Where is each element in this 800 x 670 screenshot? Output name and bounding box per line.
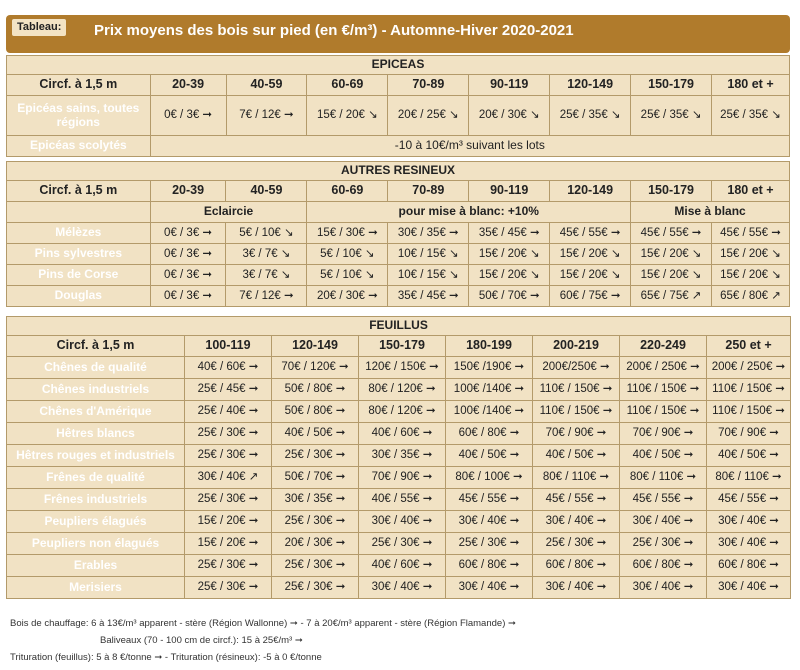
- row-label: Peupliers élagués: [7, 511, 185, 533]
- price-cell: 30€ / 40€ ➞: [707, 577, 791, 599]
- group-eclaircie: Eclaircie: [150, 202, 307, 223]
- table-row: [7, 423, 791, 445]
- row-label: Erables: [7, 555, 185, 577]
- table-row: [7, 244, 790, 265]
- price-cell: 40€ / 50€ ➞: [707, 445, 791, 467]
- price-cell: 15€ / 20€ ↘: [550, 244, 631, 265]
- price-cell: 15€ / 20€ ↘: [469, 244, 550, 265]
- price-cell: 10€ / 15€ ↘: [388, 244, 469, 265]
- price-cell: 20€ / 30€ ↘: [469, 96, 550, 136]
- section-title: EPICEAS: [7, 56, 790, 75]
- table-row: [7, 401, 791, 423]
- table-row: [7, 445, 791, 467]
- column-header: 70-89: [388, 181, 469, 202]
- price-cell: 30€ / 35€ ➞: [388, 223, 469, 244]
- price-cell: 50€ / 70€ ➞: [469, 286, 550, 307]
- price-cell: 30€ / 40€ ➞: [707, 533, 791, 555]
- price-cell: 30€ / 40€ ➞: [620, 577, 707, 599]
- column-header: 250 et +: [707, 336, 791, 357]
- price-cell: 15€ / 20€ ↘: [631, 265, 712, 286]
- table-row: [7, 555, 791, 577]
- table-row: [7, 511, 791, 533]
- price-cell: 0€ / 3€ ➞: [150, 96, 226, 136]
- table-row: [7, 265, 790, 286]
- price-cell: 20€ / 25€ ↘: [388, 96, 469, 136]
- row-label: Peupliers non élagués: [7, 533, 185, 555]
- price-cell: 15€ / 20€ ➞: [185, 511, 272, 533]
- price-cell: 50€ / 80€ ➞: [272, 379, 359, 401]
- price-cell: 15€ / 20€ ↘: [631, 244, 712, 265]
- table-row: [7, 379, 791, 401]
- price-cell: 70€ / 120€ ➞: [272, 357, 359, 379]
- resineux-table: [6, 161, 790, 307]
- blank-cell: [7, 202, 151, 223]
- price-cell: 45€ / 55€ ➞: [620, 489, 707, 511]
- price-cell: 80€ / 120€ ➞: [359, 379, 446, 401]
- price-cell: 25€ / 30€ ➞: [533, 533, 620, 555]
- row-label: Epicéas scolytés: [7, 136, 151, 157]
- price-cell: 40€ / 50€ ➞: [272, 423, 359, 445]
- table-tag: Tableau:: [12, 19, 66, 36]
- price-cell: 15€ / 30€ ➞: [307, 223, 388, 244]
- column-header: 70-89: [388, 75, 469, 96]
- footnote-baliveaux: Baliveaux (70 - 100 cm de circf.): 15 à 25€/m³ ➞: [100, 635, 303, 646]
- column-header: 180-199: [446, 336, 533, 357]
- price-cell: 35€ / 45€ ➞: [388, 286, 469, 307]
- price-cell: 30€ / 40€ ➞: [446, 511, 533, 533]
- price-cell: 15€ / 20€ ↘: [712, 244, 790, 265]
- row-label: Merisiers: [7, 577, 185, 599]
- price-cell: 15€ / 20€ ➞: [185, 533, 272, 555]
- price-cell: 100€ /140€ ➞: [446, 379, 533, 401]
- column-header: 120-149: [272, 336, 359, 357]
- feuillus-table: [6, 316, 791, 599]
- column-header: 180 et +: [712, 75, 790, 96]
- table-row: [7, 286, 790, 307]
- price-cell: 30€ / 35€ ➞: [359, 445, 446, 467]
- price-cell: 15€ / 20€ ↘: [469, 265, 550, 286]
- price-cell: 25€ / 35€ ↘: [712, 96, 790, 136]
- price-cell: 25€ / 35€ ↘: [550, 96, 631, 136]
- price-cell: 25€ / 30€ ➞: [185, 489, 272, 511]
- price-cell: 60€ / 80€ ➞: [446, 555, 533, 577]
- price-cell: 200€ / 250€ ➞: [620, 357, 707, 379]
- column-header: 150-179: [631, 181, 712, 202]
- column-header: 90-119: [469, 181, 550, 202]
- column-header: 90-119: [469, 75, 550, 96]
- price-cell: 45€ / 55€ ➞: [707, 489, 791, 511]
- price-cell: 200€/250€ ➞: [533, 357, 620, 379]
- price-cell: 15€ / 20€ ↘: [550, 265, 631, 286]
- epiceas-table: [6, 55, 790, 157]
- price-cell: 65€ / 80€ ↗: [712, 286, 790, 307]
- section-title: FEUILLUS: [7, 317, 791, 336]
- price-cell: 0€ / 3€ ➞: [150, 223, 226, 244]
- price-cell: 150€ /190€ ➞: [446, 357, 533, 379]
- column-header: 100-119: [185, 336, 272, 357]
- price-cell: 70€ / 90€ ➞: [620, 423, 707, 445]
- price-cell: 0€ / 3€ ➞: [150, 244, 226, 265]
- price-cell: 25€ / 30€ ➞: [446, 533, 533, 555]
- price-cell: 25€ / 30€ ➞: [620, 533, 707, 555]
- column-header: 120-149: [550, 181, 631, 202]
- price-cell: 25€ / 30€ ➞: [185, 445, 272, 467]
- price-cell: 25€ / 30€ ➞: [185, 423, 272, 445]
- price-cell: 45€ / 55€ ➞: [631, 223, 712, 244]
- price-cell: 70€ / 90€ ➞: [707, 423, 791, 445]
- price-cell: 30€ / 40€ ➞: [446, 577, 533, 599]
- price-cell: 40€ / 50€ ➞: [533, 445, 620, 467]
- price-cell: 60€ / 75€ ➞: [550, 286, 631, 307]
- column-header: 120-149: [550, 75, 631, 96]
- circumference-header: Circf. à 1,5 m: [7, 336, 185, 357]
- price-cell: 25€ / 45€ ➞: [185, 379, 272, 401]
- column-header: 150-179: [359, 336, 446, 357]
- price-cell: 30€ / 40€ ➞: [533, 511, 620, 533]
- column-header: 60-69: [307, 75, 388, 96]
- price-cell: 0€ / 3€ ➞: [150, 286, 226, 307]
- table-row: [7, 96, 790, 136]
- price-cell: 60€ / 80€ ➞: [446, 423, 533, 445]
- row-label: Frênes industriels: [7, 489, 185, 511]
- row-label: Frênes de qualité: [7, 467, 185, 489]
- row-label: Douglas: [7, 286, 151, 307]
- price-cell: 15€ / 20€ ↘: [712, 265, 790, 286]
- price-cell: 110€ / 150€ ➞: [620, 401, 707, 423]
- price-cell: 30€ / 40€ ↗: [185, 467, 272, 489]
- price-cell: 30€ / 40€ ➞: [359, 577, 446, 599]
- price-cell: 10€ / 15€ ↘: [388, 265, 469, 286]
- column-header: 220-249: [620, 336, 707, 357]
- row-label: Mélèzes: [7, 223, 151, 244]
- table-row: [7, 489, 791, 511]
- row-label: Epicéas sains, toutes régions: [7, 96, 151, 136]
- price-cell: 110€ / 150€ ➞: [533, 379, 620, 401]
- price-cell: 100€ /140€ ➞: [446, 401, 533, 423]
- price-cell: 5€ / 10€ ↘: [226, 223, 307, 244]
- price-cell: 50€ / 80€ ➞: [272, 401, 359, 423]
- section-title: AUTRES RESINEUX: [7, 162, 790, 181]
- price-cell: 5€ / 10€ ↘: [307, 244, 388, 265]
- price-cell: 40€ / 60€ ➞: [359, 423, 446, 445]
- price-cell: 25€ / 30€ ➞: [272, 555, 359, 577]
- price-cell: 60€ / 80€ ➞: [533, 555, 620, 577]
- row-label: Chênes de qualité: [7, 357, 185, 379]
- column-header: 40-59: [226, 75, 307, 96]
- price-cell: 40€ / 55€ ➞: [359, 489, 446, 511]
- column-header: 180 et +: [712, 181, 790, 202]
- price-cell: 60€ / 80€ ➞: [707, 555, 791, 577]
- price-cell: 110€ / 150€ ➞: [707, 379, 791, 401]
- price-cell: 110€ / 150€ ➞: [533, 401, 620, 423]
- row-label: Hêtres rouges et industriels: [7, 445, 185, 467]
- price-cell: 40€ / 50€ ➞: [620, 445, 707, 467]
- row-label: Pins de Corse: [7, 265, 151, 286]
- price-cell: 5€ / 10€ ↘: [307, 265, 388, 286]
- price-cell: 110€ / 150€ ➞: [707, 401, 791, 423]
- table-row: [7, 533, 791, 555]
- price-cell: 45€ / 55€ ➞: [446, 489, 533, 511]
- price-cell: 7€ / 12€ ➞: [226, 96, 307, 136]
- price-cell: 25€ / 35€ ↘: [631, 96, 712, 136]
- price-cell: 25€ / 30€ ➞: [272, 445, 359, 467]
- price-cell: 45€ / 55€ ➞: [533, 489, 620, 511]
- row-label: Chênes industriels: [7, 379, 185, 401]
- price-cell: 25€ / 30€ ➞: [359, 533, 446, 555]
- column-header: 20-39: [150, 75, 226, 96]
- table-row: [7, 467, 791, 489]
- price-cell: 7€ / 12€ ➞: [226, 286, 307, 307]
- price-cell: 120€ / 150€ ➞: [359, 357, 446, 379]
- table-title: Prix moyens des bois sur pied (en €/m³) - Automne-Hiver 2020-2021: [94, 22, 574, 39]
- column-header: 60-69: [307, 181, 388, 202]
- price-cell: 25€ / 30€ ➞: [272, 511, 359, 533]
- price-cell: 25€ / 30€ ➞: [272, 577, 359, 599]
- price-cell: 15€ / 20€ ↘: [307, 96, 388, 136]
- price-cell: 60€ / 80€ ➞: [620, 555, 707, 577]
- price-cell: 30€ / 40€ ➞: [620, 511, 707, 533]
- table-row: [7, 223, 790, 244]
- price-cell: 70€ / 90€ ➞: [533, 423, 620, 445]
- table-row: [7, 577, 791, 599]
- row-label: Hêtres blancs: [7, 423, 185, 445]
- price-cell: 20€ / 30€ ➞: [272, 533, 359, 555]
- table-row: [7, 136, 790, 157]
- price-cell: 40€ / 50€ ➞: [446, 445, 533, 467]
- price-cell: 80€ / 100€ ➞: [446, 467, 533, 489]
- price-cell: 3€ / 7€ ↘: [226, 244, 307, 265]
- price-cell: 25€ / 40€ ➞: [185, 401, 272, 423]
- price-cell: 50€ / 70€ ➞: [272, 467, 359, 489]
- price-cell: 80€ / 110€ ➞: [620, 467, 707, 489]
- column-header: 20-39: [150, 181, 226, 202]
- price-cell: 3€ / 7€ ↘: [226, 265, 307, 286]
- price-cell: 80€ / 120€ ➞: [359, 401, 446, 423]
- price-cell: 80€ / 110€ ➞: [707, 467, 791, 489]
- price-cell: 30€ / 35€ ➞: [272, 489, 359, 511]
- price-cell: 80€ / 110€ ➞: [533, 467, 620, 489]
- footnote-trituration: Trituration (feuillus): 5 à 8 €/tonne ➞ - Trituration (résineux): -5 à 0 €/tonne: [10, 652, 322, 663]
- footnote-chauffage: Bois de chauffage: 6 à 13€/m³ apparent - stère (Région Wallonne) ➞ - 7 à 20€/m³ apparent - stère (Région Flamande) ➞: [10, 618, 516, 629]
- column-header: 150-179: [631, 75, 712, 96]
- circumference-header: Circf. à 1,5 m: [7, 75, 151, 96]
- price-cell: 25€ / 30€ ➞: [185, 577, 272, 599]
- scolytes-note: -10 à 10€/m³ suivant les lots: [150, 136, 789, 157]
- price-cell: 70€ / 90€ ➞: [359, 467, 446, 489]
- price-cell: 40€ / 60€ ➞: [185, 357, 272, 379]
- group-mise-a-blanc: Mise à blanc: [631, 202, 790, 223]
- price-cell: 0€ / 3€ ➞: [150, 265, 226, 286]
- row-label: Pins sylvestres: [7, 244, 151, 265]
- price-cell: 200€ / 250€ ➞: [707, 357, 791, 379]
- price-cell: 30€ / 40€ ➞: [533, 577, 620, 599]
- price-cell: 30€ / 40€ ➞: [359, 511, 446, 533]
- price-cell: 30€ / 40€ ➞: [707, 511, 791, 533]
- circumference-header: Circf. à 1,5 m: [7, 181, 151, 202]
- price-cell: 35€ / 45€ ➞: [469, 223, 550, 244]
- price-cell: 45€ / 55€ ➞: [550, 223, 631, 244]
- table-row: [7, 357, 791, 379]
- group-mise-a-blanc-bonus: pour mise à blanc: +10%: [307, 202, 631, 223]
- column-header: 40-59: [226, 181, 307, 202]
- price-cell: 65€ / 75€ ↗: [631, 286, 712, 307]
- price-cell: 20€ / 30€ ➞: [307, 286, 388, 307]
- row-label: Chênes d'Amérique: [7, 401, 185, 423]
- column-header: 200-219: [533, 336, 620, 357]
- price-cell: 45€ / 55€ ➞: [712, 223, 790, 244]
- price-cell: 25€ / 30€ ➞: [185, 555, 272, 577]
- title-bar: [6, 15, 790, 53]
- price-cell: 40€ / 60€ ➞: [359, 555, 446, 577]
- price-cell: 110€ / 150€ ➞: [620, 379, 707, 401]
